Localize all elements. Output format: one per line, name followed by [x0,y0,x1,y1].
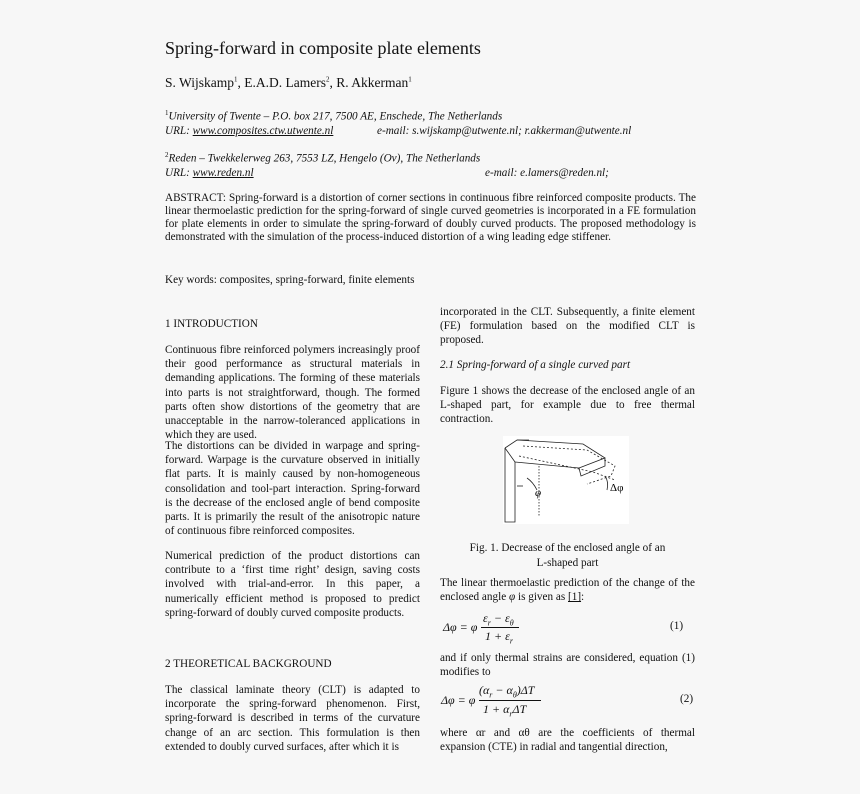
affiliation-address: University of Twente – P.O. box 217, 7500 AE, Enschede, The Netherlands [168,110,503,123]
equation-number: (1) [670,620,684,632]
equation-1 [443,611,695,645]
paper-title: Spring-forward in composite plate elements [165,38,481,58]
reference-link[interactable]: [1] [568,591,582,604]
fraction-bar [479,700,541,701]
fraction-bar [481,627,519,628]
affiliation-marker: 2 [325,75,330,84]
intro-paragraph-1: Continuous fibre reinforced polymers increasingly proof their good performance as structural materials in demanding applications. The forming of these materials into parts is not straightforward, though. The formed parts often show distortions of the geometry that are unacceptable in the narrow-toleranced applications in which they are used. [165,344,420,442]
affiliation-address: Reden – Twekkelerweg 263, 7553 LZ, Hengelo (Ov), The Netherlands [168,152,481,165]
url-label: URL: [165,124,193,137]
intro-paragraph-3: Numerical prediction of the product distortions can contribute to a ‘first time right’ design, saving costs involved with trial-and-error. In this paper, a numerically efficient method is proposed to predict spring-forward of doubly curved composite products. [165,550,420,619]
equation-number: (2) [680,693,694,705]
equation-denominator: $1 + \varepsilon_r$ [485,629,513,646]
equation-numerator: $\varepsilon_r - \varepsilon_\theta$ [483,611,514,628]
text-span: : [581,591,585,604]
l-shaped-part-diagram [503,436,629,524]
right-paragraph-3 [440,576,695,604]
text-span: is given as [515,591,568,604]
author-list [165,75,412,91]
email-text: e-mail: s.wijskamp@utwente.nl; r.akkerman@utwente.nl [377,124,632,137]
affiliation-marker: 2 [165,151,169,159]
equation-lhs: Δφ = φ [443,620,478,634]
phi-symbol: φ [508,591,516,604]
affiliation-2 [165,148,609,180]
url-link[interactable]: www.composites.ctw.utwente.nl [192,124,334,137]
right-paragraph-1: incorporated in the CLT. Subsequently, a finite element (FE) formulation based on the modified CLT is proposed. [440,306,695,347]
right-paragraph-5: where αr and αθ are the coefficients of thermal expansion (CTE) in radial and tangential direction, [440,727,695,754]
equation-numerator: $(\alpha_r - \alpha_\theta)\Delta T$ [479,683,535,700]
affiliation-marker: 1 [408,75,412,84]
intro-paragraph-2: The distortions can be divided in warpage and spring-forward. Warpage is the curvature observed in initially flat parts. It is mainly caused by non-homogeneous consolidation and tool-part interaction. Spring-forward is the decrease of the enclosed angle of bend composite parts. It is primarily the result of the anisotropic nature of continuous fibre reinforced composites. [165,440,420,538]
author: S. Wijskamp [165,75,234,90]
equation-2 [441,683,695,717]
url-link[interactable]: www.reden.nl [192,166,254,179]
equation-denominator: $1 + \alpha_r\Delta T$ [483,702,527,719]
author: , R. Akkerman [329,75,409,90]
affiliation-marker: 1 [233,75,238,84]
figure-caption [440,541,695,570]
phi-label: φ [535,487,542,499]
affiliation-1 [165,106,631,138]
right-paragraph-4: and if only thermal strains are considered, equation (1) modifies to [440,652,695,679]
equation-lhs: Δφ = φ [441,693,476,707]
url-label: URL: [165,166,193,179]
theory-heading: 2 THEORETICAL BACKGROUND [165,658,332,670]
intro-heading: 1 INTRODUCTION [165,318,258,330]
affiliation-marker: 1 [165,109,169,117]
email-text: e-mail: e.lamers@reden.nl; [485,166,609,179]
author: , E.A.D. Lamers [237,75,326,90]
caption-line: L-shaped part [536,556,599,569]
right-paragraph-2: Figure 1 shows the decrease of the enclosed angle of an L-shaped part, for example due to free thermal contraction. [440,385,695,426]
delta-phi-label: Δφ [610,482,624,494]
abstract: ABSTRACT: Spring-forward is a distortion of corner sections in continuous fibre reinforced composite products. The linear thermoelastic prediction for the spring-forward of single curved geometries is incorporated in a FE formulation for plate elements in order to simulate the spring-forward of doubly curved products. The proposed methodology is demonstrated with the simulation of the process-induced distortion of a wing leading edge stiffener. [165,192,696,244]
theory-paragraph-1: The classical laminate theory (CLT) is adapted to incorporate the spring-forward phenomenon. First, spring-forward is described in terms of the curvature change of an arc section. This formulation is then extended to doubly curved surfaces, after which it is [165,684,420,753]
subsection-heading: 2.1 Spring-forward of a single curved part [440,359,631,371]
text-span: The linear thermoelastic prediction of the change of the enclosed angle [440,577,695,604]
keywords: Key words: composites, spring-forward, finite elements [165,274,415,286]
caption-line: Fig. 1. Decrease of the enclosed angle of an [469,542,666,554]
figure-1 [503,436,629,524]
